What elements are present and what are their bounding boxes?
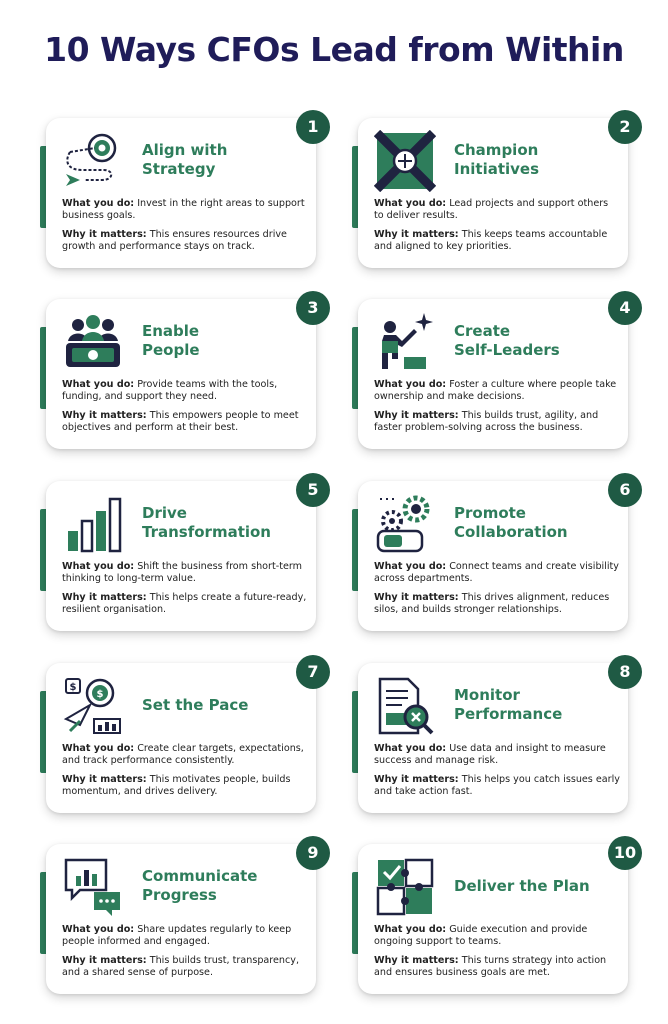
- card-drive-transformation: [46, 480, 319, 631]
- step-number-badge: 2: [608, 110, 642, 144]
- card-body: [62, 924, 308, 986]
- dollar-target-icon: [62, 675, 124, 737]
- what-text: Share updates regularly to keep people informed and engaged.: [62, 924, 292, 947]
- card-body: [374, 379, 620, 441]
- chat-chart-icon: [62, 856, 124, 918]
- what-text: Lead projects and support others to deliver results.: [374, 198, 609, 221]
- growth-bars-icon: [62, 493, 124, 555]
- target-arrow-icon: [62, 130, 124, 192]
- why-label: Why it matters:: [62, 774, 147, 785]
- step-number-badge: 10: [608, 836, 642, 870]
- card-panel: [358, 663, 628, 813]
- card-body: [374, 743, 620, 805]
- gears-handshake-icon: [374, 493, 436, 555]
- card-body: [374, 924, 620, 986]
- why-text: This keeps teams accountable and aligned to key priorities.: [374, 229, 608, 252]
- people-funding-icon: [62, 311, 124, 373]
- what-text: Guide execution and provide ongoing support to teams.: [374, 924, 588, 947]
- step-number-badge: 3: [296, 291, 330, 325]
- what-label: What you do:: [374, 743, 447, 754]
- card-panel: [46, 299, 316, 449]
- why-label: Why it matters:: [374, 592, 459, 603]
- why-label: Why it matters:: [374, 229, 459, 240]
- card-set-the-pace: [46, 662, 319, 813]
- what-label: What you do:: [62, 561, 135, 572]
- joined-hands-icon: [374, 130, 436, 192]
- what-text: Invest in the right areas to support business goals.: [62, 198, 305, 221]
- card-create-self-leaders: [358, 298, 631, 449]
- svg-text:$: $: [69, 682, 77, 693]
- card-body: [62, 379, 308, 441]
- why-label: Why it matters:: [62, 955, 147, 966]
- card-body: [62, 198, 308, 260]
- why-label: Why it matters:: [62, 229, 147, 240]
- why-text: This builds trust, transparency, and a shared sense of purpose.: [62, 955, 300, 978]
- card-panel: [358, 299, 628, 449]
- what-text: Foster a culture where people take ownership and make decisions.: [374, 379, 617, 402]
- what-text: Connect teams and create visibility across departments.: [374, 561, 619, 584]
- what-label: What you do:: [62, 198, 135, 209]
- card-panel: [358, 118, 628, 268]
- what-text: Shift the business from short-term thinking to long-term value.: [62, 561, 302, 584]
- why-text: This empowers people to meet objectives and perform at their best.: [62, 410, 299, 433]
- step-number-badge: 6: [608, 473, 642, 507]
- card-body: [374, 198, 620, 260]
- card-panel: [46, 844, 316, 994]
- card-deliver-the-plan: [358, 843, 637, 994]
- card-monitor-performance: [358, 662, 631, 813]
- what-label: What you do:: [62, 743, 135, 754]
- why-label: Why it matters:: [374, 410, 459, 421]
- step-number-badge: 5: [296, 473, 330, 507]
- what-label: What you do:: [62, 379, 135, 390]
- card-enable-people: [46, 298, 319, 449]
- what-label: What you do:: [374, 198, 447, 209]
- card-title: Champion Initiatives: [454, 141, 540, 178]
- card-title: Communicate Progress: [142, 867, 258, 904]
- card-panel: [358, 481, 628, 631]
- what-text: Provide teams with the tools, funding, and support they need.: [62, 379, 278, 402]
- card-communicate-progress: [46, 843, 319, 994]
- why-label: Why it matters:: [374, 774, 459, 785]
- step-number-badge: 4: [608, 291, 642, 325]
- why-text: This turns strategy into action and ensures business goals are met.: [374, 955, 607, 978]
- card-title: Create Self-Leaders: [454, 322, 560, 359]
- card-body: [62, 561, 308, 623]
- card-body: [62, 743, 308, 805]
- why-text: This motivates people, builds momentum, and drives delivery.: [62, 774, 291, 797]
- card-panel: [46, 481, 316, 631]
- card-panel: [46, 118, 316, 268]
- why-text: This builds trust, agility, and faster problem-solving across the business.: [374, 410, 599, 433]
- document-magnifier-icon: [374, 675, 436, 737]
- card-champion-initiatives: [358, 117, 631, 268]
- card-promote-collaboration: [358, 480, 631, 631]
- card-title: Promote Collaboration: [454, 504, 568, 541]
- card-title: Align with Strategy: [142, 141, 228, 178]
- step-number-badge: 7: [296, 655, 330, 689]
- card-title: Enable People: [142, 322, 200, 359]
- why-label: Why it matters:: [62, 410, 147, 421]
- why-text: This helps you catch issues early and take action fast.: [374, 774, 620, 797]
- why-text: This drives alignment, reduces silos, and builds stronger relationships.: [374, 592, 610, 615]
- why-text: This helps create a future-ready, resilient organisation.: [62, 592, 307, 615]
- what-label: What you do:: [374, 561, 447, 572]
- why-text: This ensures resources drive growth and performance stays on track.: [62, 229, 287, 252]
- what-label: What you do:: [374, 924, 447, 935]
- what-label: What you do:: [374, 379, 447, 390]
- step-number-badge: 9: [296, 836, 330, 870]
- what-text: Use data and insight to measure success and manage risk.: [374, 743, 606, 766]
- card-title: Monitor Performance: [454, 686, 563, 723]
- card-title: Set the Pace: [142, 695, 249, 714]
- climbing-person-icon: [374, 311, 436, 373]
- puzzle-check-icon: [374, 856, 436, 918]
- card-body: [374, 561, 620, 623]
- card-title: Deliver the Plan: [454, 876, 590, 895]
- why-label: Why it matters:: [374, 955, 459, 966]
- why-label: Why it matters:: [62, 592, 147, 603]
- card-title: Drive Transformation: [142, 504, 271, 541]
- what-label: What you do:: [62, 924, 135, 935]
- page-title: 10 Ways CFOs Lead from Within: [44, 30, 624, 69]
- step-number-badge: 8: [608, 655, 642, 689]
- card-align-with-strategy: [46, 117, 319, 268]
- svg-text:$: $: [96, 689, 104, 700]
- card-panel: [46, 663, 316, 813]
- step-number-badge: 1: [296, 110, 330, 144]
- what-text: Create clear targets, expectations, and track performance consistently.: [62, 743, 304, 766]
- card-panel: [358, 844, 628, 994]
